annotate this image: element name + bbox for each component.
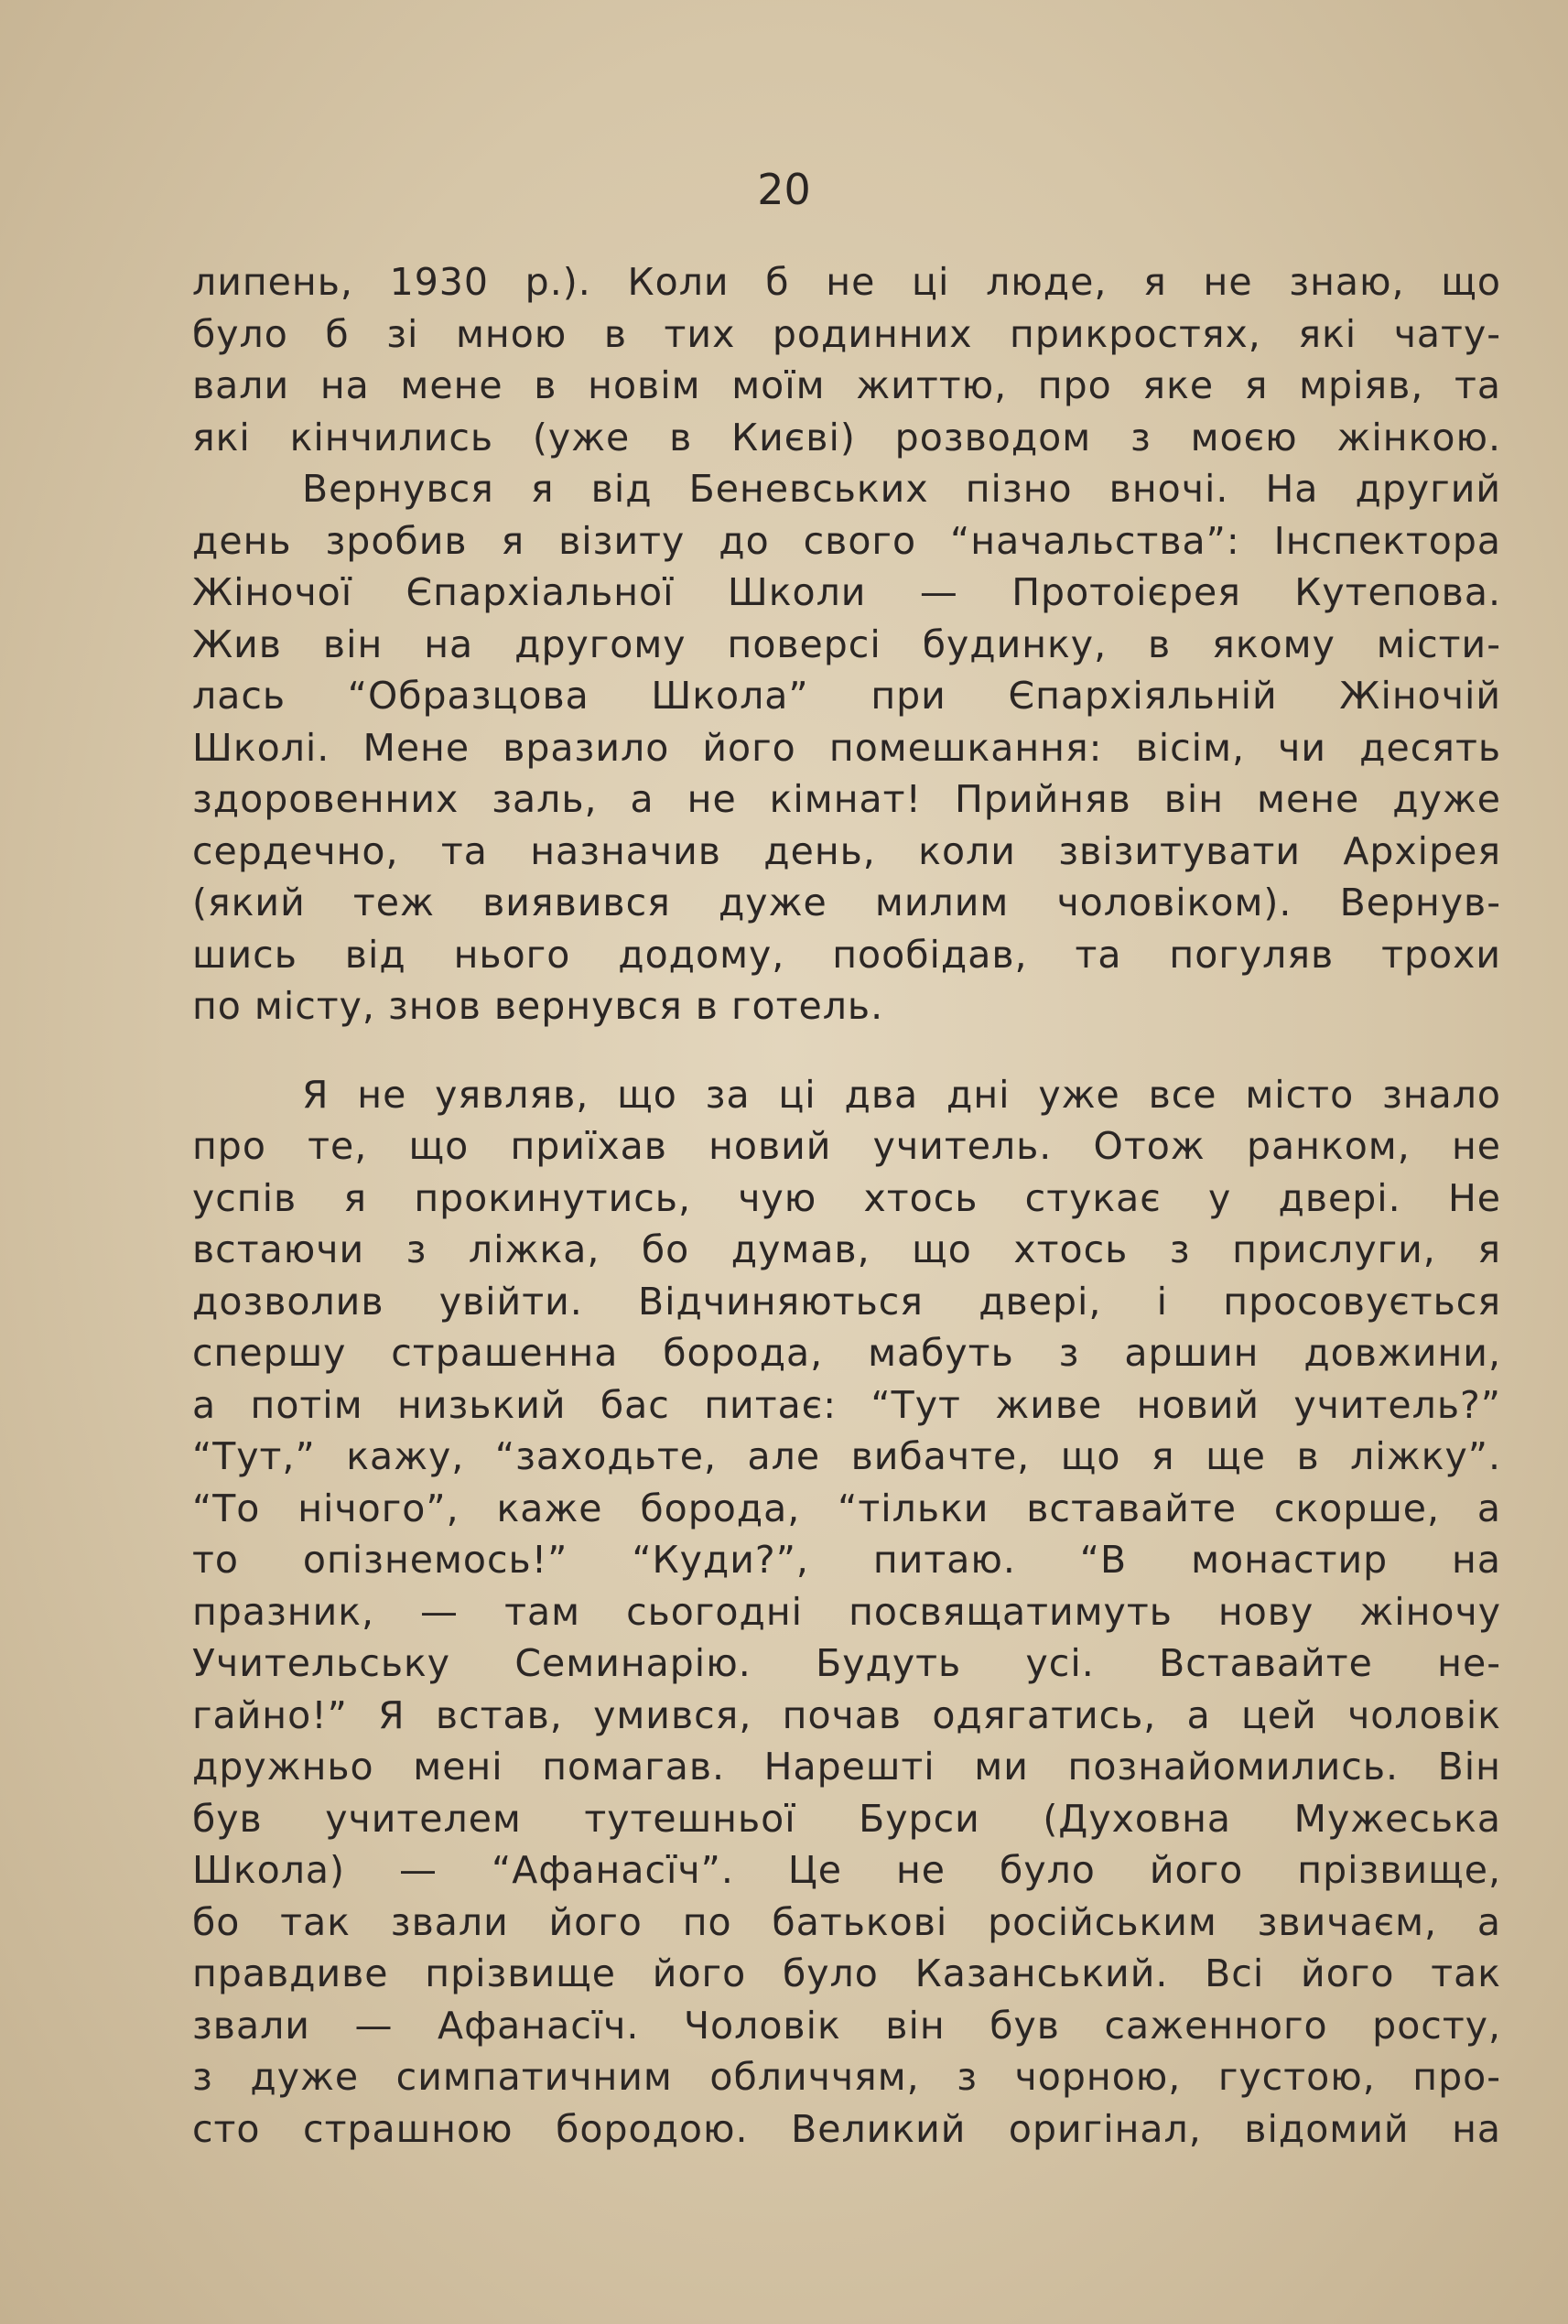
text-line: по місту, знов вернувся в готель. — [192, 984, 884, 1028]
text-line: був учителем тутешньої Бурси (Духовна Мужеська — [192, 1796, 1501, 1841]
text-line: бо так звали його по батькові російським звичаєм, а — [192, 1899, 1501, 1944]
text-line: сердечно, та назначив день, коли звізитувати Архірея — [192, 828, 1501, 873]
text-line: Школі. Мене вразило його помешкання: вісім, чи десять — [192, 725, 1501, 770]
text-line: було б зі мною в тих родинних прикростях, які чату- — [192, 311, 1501, 356]
text-line: про те, що приїхав новий учитель. Отож ранком, не — [192, 1124, 1501, 1168]
text-line: успів я прокинутись, чую хтось стукає у двері. Не — [192, 1175, 1501, 1220]
text-line: здоровенних заль, а не кімнат! Прийняв він мене дуже — [192, 777, 1501, 821]
text-line: “Тут,” кажу, “заходьте, але вибачте, що я ще в ліжку”. — [192, 1434, 1501, 1478]
paragraph — [192, 256, 1501, 463]
text-line: шись від нього додому, пообідав, та погуляв трохи — [192, 932, 1501, 977]
paragraph — [192, 463, 1501, 1032]
body-text — [192, 256, 1501, 2155]
text-line: сто страшною бородою. Великий оригінал, відомий на — [192, 2106, 1501, 2151]
text-line: вали на мене в новім моїм життю, про яке я мріяв, та — [192, 363, 1501, 407]
text-line: Я не уявляв, що за ці два дні уже все місто знало — [302, 1072, 1501, 1117]
text-line: гайно!” Я встав, умився, почав одягатись, а цей чоловік — [192, 1692, 1501, 1737]
page-number: 20 — [757, 165, 811, 214]
text-line: спершу страшенна борода, мабуть з аршин довжини, — [192, 1331, 1501, 1375]
text-line: то опізнемось!” “Куди?”, питаю. “В монастир на — [192, 1538, 1501, 1582]
text-line: Вернувся я від Беневських пізно вночі. На другий — [302, 467, 1501, 511]
text-line: а потім низький бас питає: “Тут живе новий учитель?” — [192, 1382, 1501, 1427]
text-line: правдиве прізвище його було Казанський. Всі його так — [192, 1951, 1501, 1995]
text-line: дружньо мені помагав. Нарешті ми познайомились. Він — [192, 1745, 1501, 1789]
text-line: липень, 1930 р.). Коли б не ці люде, я не знаю, що — [192, 260, 1501, 304]
text-line: які кінчились (уже в Києві) розводом з моєю жінкою. — [192, 415, 1501, 459]
text-line: празник, — там сьогодні посвящатимуть нову жіночу — [192, 1589, 1501, 1634]
text-line: день зробив я візиту до свого “начальства”: Інспектора — [192, 518, 1501, 563]
text-line: Учительську Семинарію. Будуть усі. Вставайте не- — [192, 1641, 1501, 1685]
text-line: лась “Образцова Школа” при Єпархіяльній Жіночій — [192, 674, 1501, 718]
paragraph — [192, 1069, 1501, 2156]
text-line: дозволив увійти. Відчиняються двері, і просовується — [192, 1279, 1501, 1324]
text-line: звали — Афанасїч. Чоловік він був саженного росту, — [192, 2003, 1501, 2048]
text-line: (який теж виявився дуже милим чоловіком). Вернув- — [192, 881, 1501, 924]
text-line: Школа) — “Афанасїч”. Це не було його прізвище, — [192, 1848, 1501, 1892]
paragraph-gap — [192, 1032, 1501, 1069]
text-line: з дуже симпатичним обличчям, з чорною, густою, про- — [192, 2055, 1501, 2099]
text-line: Жіночої Єпархіальної Школи — Протоієрея Кутепова. — [192, 570, 1501, 614]
text-line: встаючи з ліжка, бо думав, що хтось з прислуги, я — [192, 1227, 1501, 1271]
text-line: “То нічого”, каже борода, “тільки вставайте скорше, а — [192, 1486, 1501, 1530]
text-line: Жив він на другому поверсі будинку, в якому місти- — [192, 622, 1501, 666]
